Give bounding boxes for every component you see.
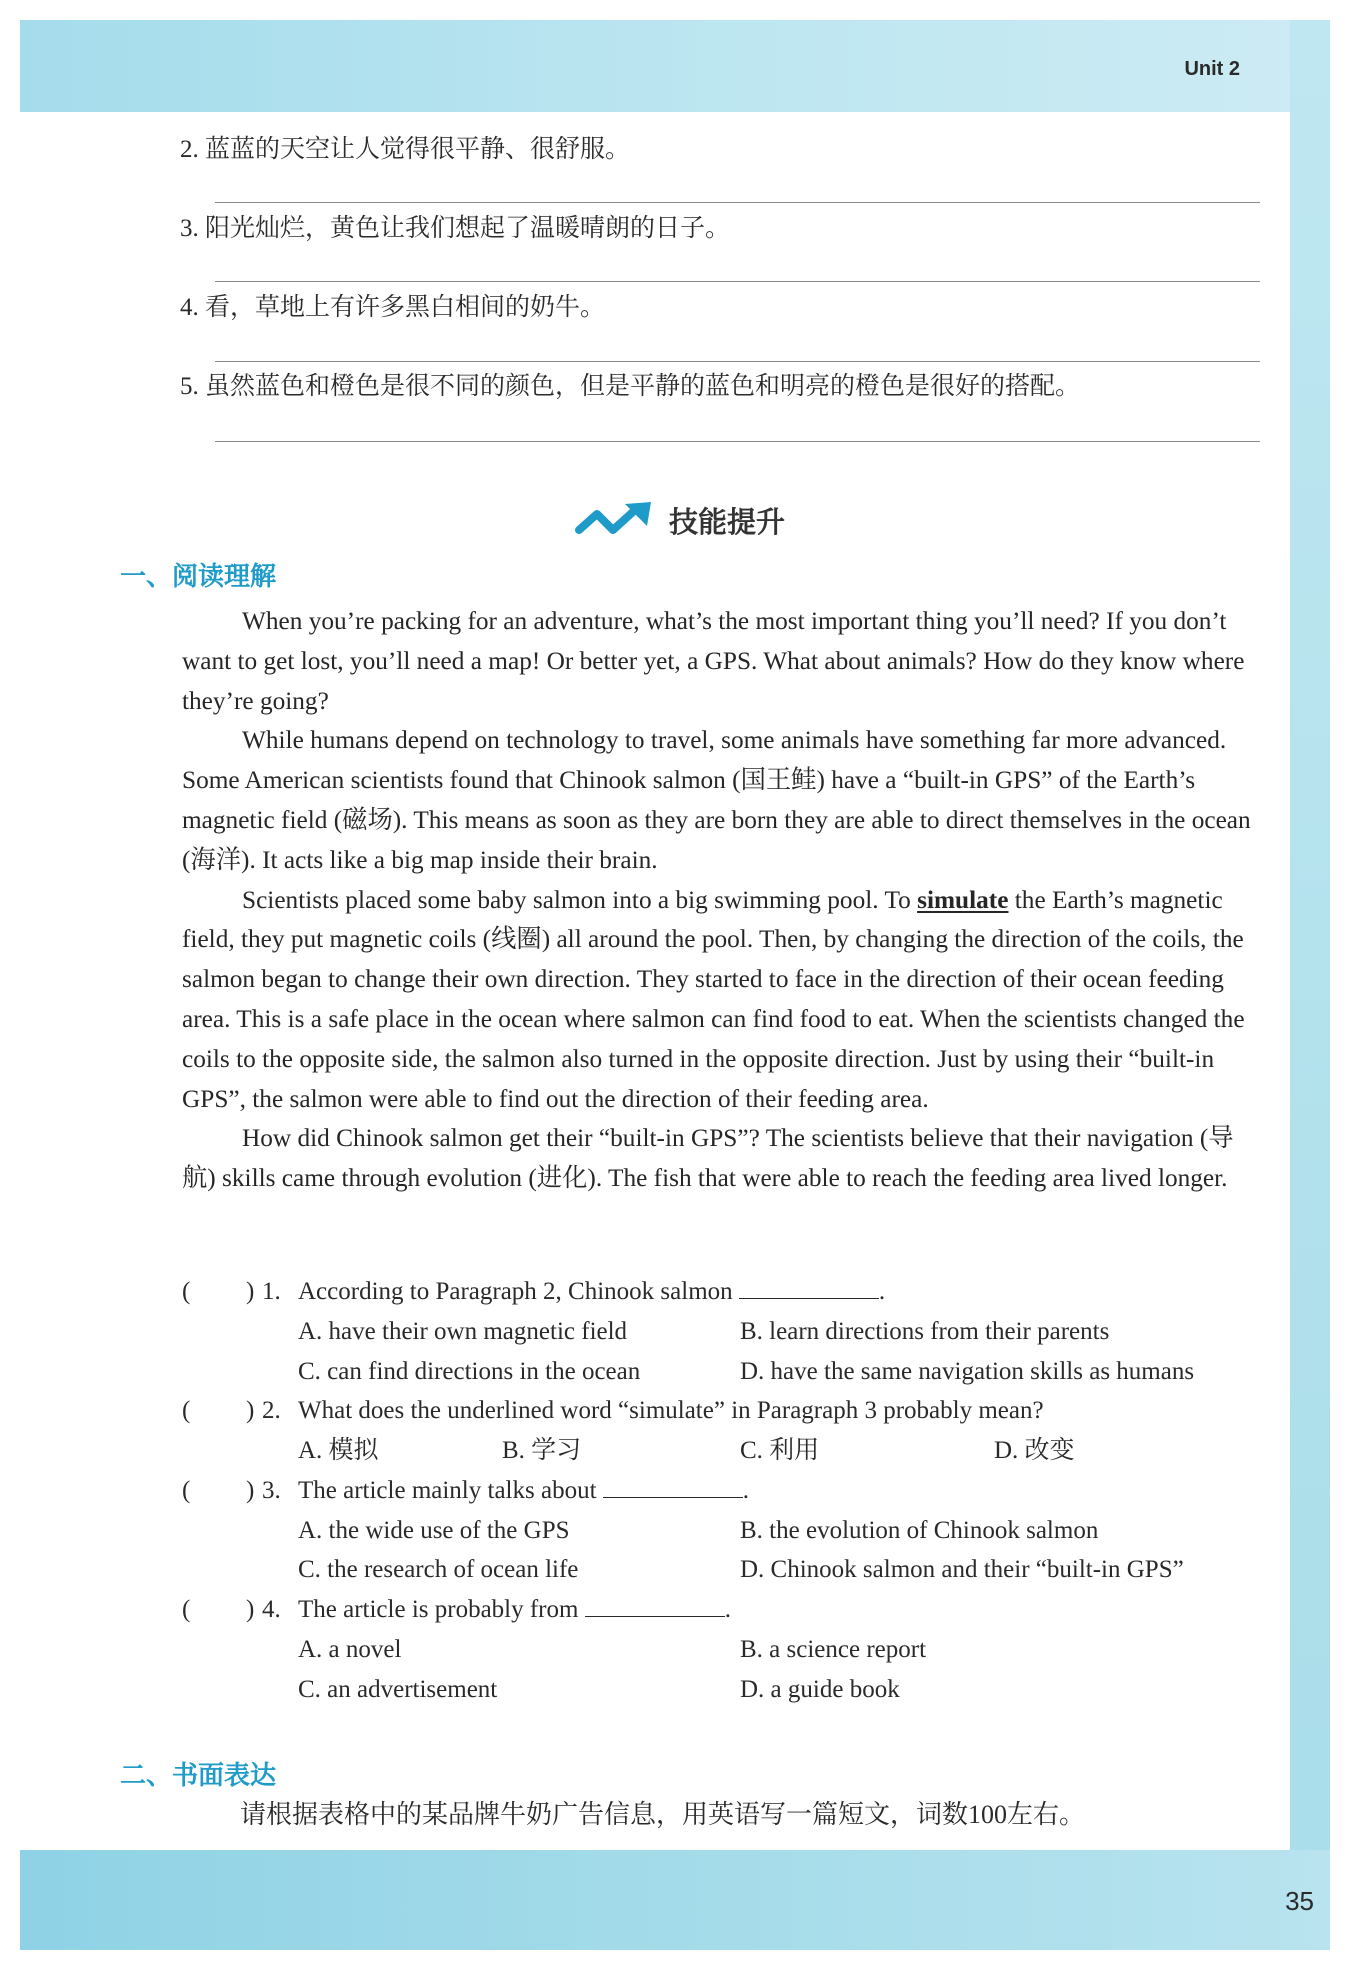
answer-line[interactable] <box>215 202 1260 203</box>
option-c[interactable]: C. can find directions in the ocean <box>298 1358 641 1385</box>
trend-up-arrow-icon <box>575 500 657 540</box>
paragraph-3: Scientists placed some baby salmon into a big swimming pool. To simulate the Earth’s magnetic field, they put magnetic coils (线圈) all around the pool. Then, by changing the direction of the coils, the salmon began to change their own direction. They started to face in the direction of their ocean feeding area. This is a safe place in the ocean where salmon can find food to eat. When the scientists changed the coils to the opposite side, the salmon also turned in the opposite direction. Just by using their “built-in GPS”, the salmon were able to find out the direction of their feeding area. <box>182 885 1245 1113</box>
option-d[interactable]: D. Chinook salmon and their “built-in GPS” <box>740 1556 1184 1583</box>
answer-line[interactable] <box>215 441 1260 442</box>
answer-line[interactable] <box>215 281 1260 282</box>
section-heading-reading: 一、阅读理解 <box>120 562 277 592</box>
page-number: 35 <box>1285 1886 1314 1916</box>
skills-header <box>575 496 785 544</box>
option-c[interactable]: C. the research of ocean life <box>298 1556 579 1583</box>
option-b[interactable]: B. 学习 <box>502 1437 582 1464</box>
option-b[interactable]: B. a science report <box>740 1636 927 1663</box>
option-c[interactable]: C. an advertisement <box>298 1676 498 1703</box>
answer-blank[interactable] <box>739 1276 879 1299</box>
section-heading-writing: 二、书面表达 <box>120 1761 277 1791</box>
option-a[interactable]: A. have their own magnetic field <box>298 1318 628 1345</box>
right-decorative-band <box>1290 20 1330 1950</box>
answer-blank[interactable] <box>585 1594 725 1617</box>
translation-item: 2. 蓝蓝的天空让人觉得很平静、很舒服。 <box>180 136 631 163</box>
option-d[interactable]: D. 改变 <box>994 1437 1075 1464</box>
translation-item: 3. 阳光灿烂，黄色让我们想起了温暖晴朗的日子。 <box>180 215 731 242</box>
paragraph-1: When you’re packing for an adventure, what’s the most important thing you’ll need? If you don’t want to get lost, you’ll need a map! Or better yet, a GPS. What about animals? How do they know where they’re going? <box>182 607 1245 715</box>
option-c[interactable]: C. 利用 <box>740 1437 820 1464</box>
option-a[interactable]: A. a novel <box>298 1636 402 1663</box>
answer-blank[interactable] <box>603 1475 743 1498</box>
paragraph-4: How did Chinook salmon get their “built-in GPS”? The scientists believe that their navigation (导航) skills came through evolution (进化). The fish that were able to reach the feeding area lived longer. <box>182 1124 1234 1193</box>
option-a[interactable]: A. the wide use of the GPS <box>298 1517 570 1544</box>
option-b[interactable]: B. the evolution of Chinook salmon <box>740 1517 1099 1544</box>
option-d[interactable]: D. a guide book <box>740 1676 900 1703</box>
reading-passage <box>182 602 1262 1199</box>
option-d[interactable]: D. have the same navigation skills as humans <box>740 1358 1195 1385</box>
bottom-decorative-band <box>20 1850 1330 1950</box>
option-a[interactable]: A. 模拟 <box>298 1437 379 1464</box>
top-decorative-band <box>20 20 1330 112</box>
underlined-keyword: simulate <box>917 885 1009 914</box>
unit-label: Unit 2 <box>1184 58 1240 80</box>
option-b[interactable]: B. learn directions from their parents <box>740 1318 1110 1345</box>
answer-line[interactable] <box>215 361 1260 362</box>
translation-item: 4. 看，草地上有许多黑白相间的奶牛。 <box>180 294 606 321</box>
translation-item: 5. 虽然蓝色和橙色是很不同的颜色，但是平静的蓝色和明亮的橙色是很好的搭配。 <box>180 373 1081 400</box>
paragraph-2: While humans depend on technology to travel, some animals have something far more advanced. Some American scientists found that Chinook salmon (国王鲑) have a “built-in GPS” of the Earth’s magnetic field (磁场). This means as soon as they are born they are able to direct themselves in the ocean (海洋). It acts like a big map inside their brain. <box>182 726 1251 874</box>
skills-title: 技能提升 <box>669 504 786 539</box>
writing-task: 请根据表格中的某品牌牛奶广告信息，用英语写一篇短文，词数100左右。 <box>240 1800 1086 1829</box>
